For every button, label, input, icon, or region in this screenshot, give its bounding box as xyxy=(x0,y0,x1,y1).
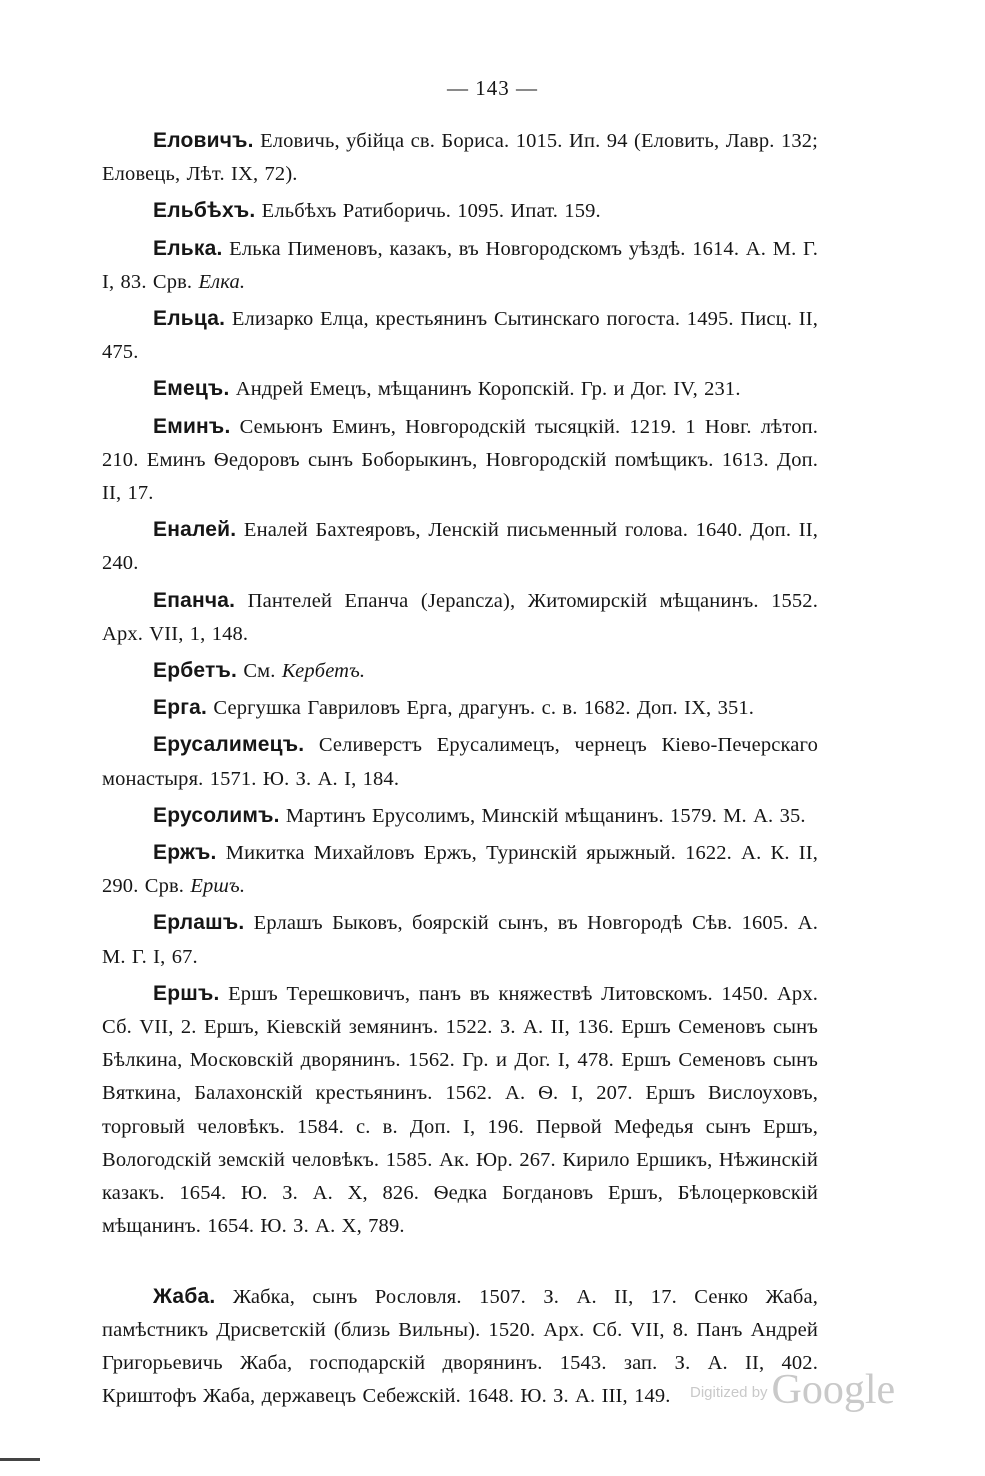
entry-headword: Еловичъ. xyxy=(153,129,254,152)
entry-body: Андрей Емецъ, мѣщанинъ Коропскiй. Гр. и Дог. IV, 231. xyxy=(229,378,741,401)
scan-edge-mark xyxy=(0,1458,40,1461)
entry-body: Сергушка Гавриловъ Ерга, драгунъ. с. в. 1682. Доп. IX, 351. xyxy=(207,697,755,720)
entry-headword: Епанча. xyxy=(153,588,236,612)
entry-headword: Ерга. xyxy=(153,696,208,720)
entry xyxy=(102,232,818,299)
entry-headword: Елька. xyxy=(153,236,223,260)
entry xyxy=(102,906,818,973)
entry-body: Еналей Бахтеяровъ, Ленскiй письменный голова. 1640. Доп. II, 240. xyxy=(102,519,818,575)
entry-headword: Еминъ. xyxy=(153,414,231,438)
digitized-by-label: Digitized by xyxy=(690,1384,768,1401)
entry xyxy=(102,124,818,191)
entry-headword: Ерлашъ. xyxy=(153,911,245,935)
entry-headword: Ерусолимъ. xyxy=(153,803,280,827)
entry-body: Мартинъ Ерусолимъ, Минскiй мѣщанинъ. 1579. М. А. 35. xyxy=(279,804,806,827)
entry xyxy=(102,410,818,511)
entry xyxy=(102,728,818,795)
entry-headword: Ербетъ. xyxy=(153,659,238,683)
entry xyxy=(102,513,818,580)
entry-body: Пантелей Епанча (Jepancza), Житомирскiй мѣщанинъ. 1552. Арх. VII, 1, 148. xyxy=(102,589,818,645)
entry xyxy=(102,691,818,725)
entry xyxy=(102,654,818,688)
entry-body: Елька Пименовъ, казакъ, въ Новгородскомъ уѣздѣ. 1614. А. М. Г. I, 83. Срв. xyxy=(102,237,818,293)
entry xyxy=(102,977,818,1244)
dictionary-text xyxy=(102,124,818,1416)
section-gap xyxy=(102,1247,818,1280)
digitized-by-google-watermark xyxy=(690,1366,895,1414)
entry xyxy=(102,799,818,833)
entry-headword: Ельбѣхъ. xyxy=(153,199,256,223)
entry xyxy=(102,836,818,903)
entry-headword: Жаба. xyxy=(153,1284,216,1308)
entry-body: Ерлашъ Быковъ, боярскiй сынъ, въ Новгородѣ Сѣв. 1605. А. М. Г. I, 67. xyxy=(102,912,818,968)
entry-headword: Еналей. xyxy=(153,518,237,542)
entry-body: Микитка Михайловъ Ержъ, Туринскiй ярыжный. 1622. А. К. II, 290. Срв. xyxy=(102,842,818,898)
entry-body: Ельбѣхъ Ратиборичь. 1095. Ипат. 159. xyxy=(255,200,601,223)
entry-body: См. xyxy=(237,660,282,683)
cross-reference: Ершъ. xyxy=(190,875,246,898)
cross-reference: Елка. xyxy=(198,270,246,293)
entry-headword: Ерусалимецъ. xyxy=(153,733,305,757)
entry-body: Жабка, сынъ Рословля. 1507. З. А. II, 17. Сенко Жаба, памѣстникъ Дрисветскiй (близь Вильны). 1520. Арх. Сб. VII, 8. Панъ Андрей Григорьевичь Жаба, господарскiй дворянинъ. 1543. зап. З. А. II, 402. Криштофъ Жаба, державецъ Себежскiй. 1648. Ю. З. А. III, 149. xyxy=(102,1285,818,1408)
page-number: — 143 — xyxy=(447,76,538,100)
entry-headword: Ельца. xyxy=(153,307,226,331)
google-logo: Google xyxy=(771,1367,896,1413)
entry-headword: Ержъ. xyxy=(153,841,217,865)
entry-body: Селиверстъ Ерусалимецъ, чернецъ Кiево-Печерскаго монастыря. 1571. Ю. З. А. I, 184. xyxy=(102,734,818,790)
entry xyxy=(102,584,818,651)
cross-reference: Кербетъ. xyxy=(281,660,366,683)
entry xyxy=(102,372,818,406)
entry-headword: Емецъ. xyxy=(153,377,230,401)
entry xyxy=(102,194,818,228)
entry-body: Елизарко Елца, крестьянинъ Сытинскаго погоста. 1495. Писц. II, 475. xyxy=(102,308,818,364)
entry-body: Еловичь, убiйца св. Бориса. 1015. Ип. 94 (Еловить, Лавр. 132; Еловець, Лѣт. IX, 72). xyxy=(102,130,818,186)
entry-headword: Ершъ. xyxy=(153,981,220,1005)
entry xyxy=(102,302,818,369)
entry-body: Ершъ Терешковичъ, панъ въ княжествѣ Литовскомъ. 1450. Арх. Сб. VII, 2. Ершъ, Кiевскiй земянинъ. 1522. З. А. II, 136. Ершъ Семеновъ сынъ Бѣлкина, Московскiй дворянинъ. 1562. Гр. и Дог. I, 478. Ершъ Семеновъ сынъ Вяткина, Балахонскiй крестьянинъ. 1562. А. Ѳ. I, 207. Ершъ Вислоуховъ, торговый человѣкъ. 1584. с. в. Доп. I, 196. Первой Мефедья сынъ Ершъ, Вологодскiй земскiй человѣкъ. 1585. Ак. Юр. 267. Кирило Ершикъ, Нѣжинскiй казакъ. 1654. Ю. З. А. X, 826. Ѳедка Богдановъ Ершъ, Бѣлоцерковскiй мѣщанинъ. 1654. Ю. З. А. X, 789. xyxy=(102,982,818,1238)
entry-body: Семьюнъ Еминъ, Новгородскiй тысяцкiй. 1219. 1 Новг. лѣтоп. 210. Еминъ Ѳедоровъ сынъ Боборыкинъ, Новгородскiй помѣщикъ. 1613. Доп. II, 17. xyxy=(102,415,818,505)
